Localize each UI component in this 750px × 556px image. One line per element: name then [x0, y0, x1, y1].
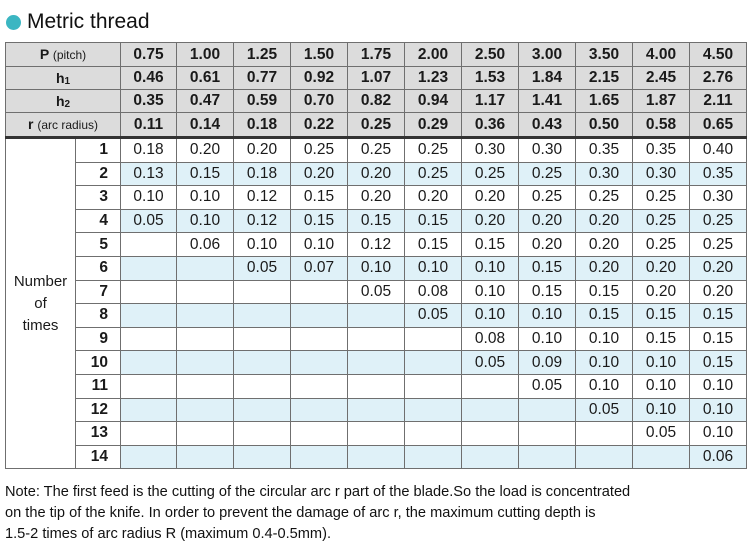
depth-cell [234, 398, 291, 422]
h1-cell: 1.07 [348, 67, 405, 90]
depth-cell: 0.10 [234, 233, 291, 257]
note-line: on the tip of the knife. In order to prevent the damage of arc r, the maximum cutting depth is [5, 505, 596, 521]
depth-cell [121, 445, 177, 469]
table-row [6, 445, 747, 469]
depth-cell: 0.10 [519, 327, 576, 351]
depth-cell: 0.35 [576, 138, 633, 163]
pass-number: 12 [76, 398, 121, 422]
depth-cell: 0.06 [177, 233, 234, 257]
pitch-cell: 2.50 [462, 43, 519, 67]
depth-cell: 0.20 [519, 209, 576, 233]
depth-cell: 0.25 [291, 138, 348, 163]
depth-cell: 0.10 [121, 186, 177, 210]
depth-cell [405, 445, 462, 469]
depth-cell: 0.06 [690, 445, 747, 469]
depth-cell [348, 445, 405, 469]
depth-cell: 0.10 [462, 280, 519, 304]
depth-cell: 0.20 [576, 209, 633, 233]
arc-radius-cell: 0.43 [519, 113, 576, 138]
depth-cell: 0.20 [462, 186, 519, 210]
depth-cell: 0.18 [121, 138, 177, 163]
depth-cell [291, 280, 348, 304]
depth-cell [576, 422, 633, 446]
depth-cell: 0.15 [348, 209, 405, 233]
pass-number: 4 [76, 209, 121, 233]
depth-cell: 0.18 [234, 162, 291, 186]
depth-cell [348, 327, 405, 351]
depth-cell: 0.08 [462, 327, 519, 351]
pass-number: 14 [76, 445, 121, 469]
depth-cell: 0.10 [633, 398, 690, 422]
thread-table [5, 42, 747, 469]
depth-cell [234, 351, 291, 375]
h2-cell: 0.70 [291, 90, 348, 113]
depth-cell [234, 445, 291, 469]
depth-cell: 0.20 [291, 162, 348, 186]
pitch-cell: 0.75 [121, 43, 177, 67]
depth-cell [519, 422, 576, 446]
depth-cell: 0.10 [405, 256, 462, 280]
table-row [6, 138, 747, 163]
pass-number: 6 [76, 256, 121, 280]
depth-cell [348, 374, 405, 398]
depth-cell [291, 374, 348, 398]
depth-cell: 0.20 [462, 209, 519, 233]
h2-cell: 2.11 [690, 90, 747, 113]
depth-cell: 0.09 [519, 351, 576, 375]
depth-cell: 0.20 [234, 138, 291, 163]
depth-cell: 0.25 [519, 162, 576, 186]
h2-cell: 0.47 [177, 90, 234, 113]
arc-radius-cell: 0.29 [405, 113, 462, 138]
depth-cell: 0.20 [633, 256, 690, 280]
depth-cell [121, 327, 177, 351]
page-title: Metric thread [27, 10, 150, 33]
h2-cell: 1.17 [462, 90, 519, 113]
depth-cell [234, 304, 291, 328]
depth-cell: 0.30 [519, 138, 576, 163]
table-row [6, 233, 747, 257]
depth-cell [234, 422, 291, 446]
arc-radius-cell: 0.25 [348, 113, 405, 138]
pass-number: 13 [76, 422, 121, 446]
depth-cell [462, 374, 519, 398]
h1-cell: 2.45 [633, 67, 690, 90]
depth-cell: 0.20 [519, 233, 576, 257]
depth-cell: 0.25 [633, 209, 690, 233]
h1-cell: 0.46 [121, 67, 177, 90]
h2-cell: 0.35 [121, 90, 177, 113]
depth-cell: 0.15 [405, 209, 462, 233]
depth-cell: 0.12 [234, 209, 291, 233]
depth-cell: 0.30 [462, 138, 519, 163]
pitch-cell: 1.00 [177, 43, 234, 67]
depth-cell: 0.30 [576, 162, 633, 186]
depth-cell: 0.10 [690, 398, 747, 422]
depth-cell [348, 422, 405, 446]
depth-cell: 0.10 [519, 304, 576, 328]
depth-cell: 0.05 [633, 422, 690, 446]
pitch-cell: 1.75 [348, 43, 405, 67]
depth-cell [121, 422, 177, 446]
depth-cell: 0.10 [291, 233, 348, 257]
depth-cell: 0.20 [576, 256, 633, 280]
depth-cell: 0.10 [690, 374, 747, 398]
pitch-cell: 4.50 [690, 43, 747, 67]
h1-cell: 1.53 [462, 67, 519, 90]
arc-radius-label: r (arc radius) [6, 113, 121, 138]
depth-cell [462, 445, 519, 469]
depth-cell: 0.15 [405, 233, 462, 257]
pitch-cell: 1.50 [291, 43, 348, 67]
pitch-cell: 1.25 [234, 43, 291, 67]
h1-cell: 1.84 [519, 67, 576, 90]
bullet-dot-icon [6, 15, 21, 30]
depth-cell: 0.25 [576, 186, 633, 210]
depth-cell [177, 398, 234, 422]
depth-cell: 0.35 [690, 162, 747, 186]
depth-cell [576, 445, 633, 469]
depth-cell: 0.15 [462, 233, 519, 257]
pass-number: 1 [76, 138, 121, 163]
depth-cell [121, 256, 177, 280]
table-row [6, 162, 747, 186]
arc-radius-cell: 0.14 [177, 113, 234, 138]
depth-cell: 0.25 [690, 209, 747, 233]
arc-radius-cell: 0.65 [690, 113, 747, 138]
depth-cell: 0.25 [462, 162, 519, 186]
depth-cell: 0.15 [633, 327, 690, 351]
depth-cell: 0.20 [690, 280, 747, 304]
depth-cell: 0.25 [633, 233, 690, 257]
arc-radius-cell: 0.50 [576, 113, 633, 138]
depth-cell [234, 280, 291, 304]
depth-cell: 0.35 [633, 138, 690, 163]
depth-cell: 0.12 [234, 186, 291, 210]
table-row [6, 280, 747, 304]
h2-cell: 1.87 [633, 90, 690, 113]
depth-cell [177, 256, 234, 280]
pitch-label: P (pitch) [6, 43, 121, 67]
depth-cell: 0.25 [405, 138, 462, 163]
thread-table-body [6, 43, 747, 469]
group-label-line: of [34, 294, 47, 312]
depth-cell [405, 351, 462, 375]
h1-cell: 0.77 [234, 67, 291, 90]
note-line: Note: The first feed is the cutting of the circular arc r part of the blade.So the load is concentrated [5, 484, 631, 500]
number-of-times-label [6, 138, 76, 469]
depth-cell: 0.05 [405, 304, 462, 328]
pitch-row [6, 43, 747, 67]
depth-cell: 0.10 [576, 327, 633, 351]
depth-cell: 0.15 [576, 304, 633, 328]
depth-cell: 0.10 [576, 351, 633, 375]
depth-cell: 0.20 [348, 162, 405, 186]
h2-cell: 0.94 [405, 90, 462, 113]
depth-cell: 0.05 [348, 280, 405, 304]
h1-cell: 0.92 [291, 67, 348, 90]
depth-cell [177, 351, 234, 375]
depth-cell [291, 327, 348, 351]
depth-cell: 0.20 [633, 280, 690, 304]
pass-number: 3 [76, 186, 121, 210]
depth-cell: 0.20 [690, 256, 747, 280]
depth-cell: 0.20 [177, 138, 234, 163]
depth-cell: 0.15 [690, 327, 747, 351]
h2-row [6, 90, 747, 113]
h1-label: $h_1$ [6, 67, 121, 90]
pitch-cell: 2.00 [405, 43, 462, 67]
depth-cell [121, 304, 177, 328]
table-row [6, 304, 747, 328]
depth-cell: 0.15 [177, 162, 234, 186]
depth-cell: 0.15 [519, 256, 576, 280]
depth-cell [234, 374, 291, 398]
table-row [6, 186, 747, 210]
depth-cell [177, 280, 234, 304]
depth-cell: 0.30 [690, 186, 747, 210]
depth-cell [121, 233, 177, 257]
depth-cell [348, 304, 405, 328]
depth-cell [462, 398, 519, 422]
depth-cell: 0.10 [462, 304, 519, 328]
h1-row [6, 67, 747, 90]
depth-cell [121, 374, 177, 398]
depth-cell [462, 422, 519, 446]
depth-cell [177, 304, 234, 328]
depth-cell [405, 422, 462, 446]
table-row [6, 209, 747, 233]
depth-cell [519, 398, 576, 422]
depth-cell: 0.10 [177, 209, 234, 233]
depth-cell [291, 304, 348, 328]
table-row [6, 422, 747, 446]
depth-cell: 0.15 [291, 209, 348, 233]
depth-cell: 0.15 [291, 186, 348, 210]
arc-radius-cell: 0.18 [234, 113, 291, 138]
depth-cell: 0.08 [405, 280, 462, 304]
table-row [6, 398, 747, 422]
depth-cell: 0.25 [633, 186, 690, 210]
pass-number: 2 [76, 162, 121, 186]
depth-cell [121, 351, 177, 375]
depth-cell: 0.25 [690, 233, 747, 257]
h2-cell: 0.82 [348, 90, 405, 113]
depth-cell [291, 398, 348, 422]
pitch-cell: 3.00 [519, 43, 576, 67]
depth-cell [291, 445, 348, 469]
depth-cell: 0.15 [519, 280, 576, 304]
depth-cell: 0.25 [348, 138, 405, 163]
depth-cell: 0.20 [576, 233, 633, 257]
table-row [6, 256, 747, 280]
group-label-line: Number [13, 272, 68, 290]
depth-cell [405, 398, 462, 422]
depth-cell [633, 445, 690, 469]
depth-cell: 0.25 [405, 162, 462, 186]
table-row [6, 351, 747, 375]
depth-cell: 0.20 [348, 186, 405, 210]
depth-cell [348, 398, 405, 422]
depth-cell: 0.05 [121, 209, 177, 233]
arc-radius-cell: 0.36 [462, 113, 519, 138]
h1-cell: 2.76 [690, 67, 747, 90]
h2-cell: 0.59 [234, 90, 291, 113]
depth-cell: 0.07 [291, 256, 348, 280]
depth-cell: 0.05 [519, 374, 576, 398]
depth-cell: 0.10 [633, 374, 690, 398]
depth-cell: 0.10 [576, 374, 633, 398]
note-text [5, 482, 745, 545]
depth-cell [291, 351, 348, 375]
depth-cell: 0.10 [690, 422, 747, 446]
depth-cell [405, 374, 462, 398]
depth-cell: 0.20 [405, 186, 462, 210]
arc-radius-row [6, 113, 747, 138]
arc-radius-cell: 0.22 [291, 113, 348, 138]
depth-cell: 0.15 [633, 304, 690, 328]
depth-cell [291, 422, 348, 446]
pitch-cell: 4.00 [633, 43, 690, 67]
depth-cell: 0.12 [348, 233, 405, 257]
depth-cell [405, 327, 462, 351]
depth-cell [177, 422, 234, 446]
table-row [6, 327, 747, 351]
depth-cell: 0.10 [348, 256, 405, 280]
table-row [6, 374, 747, 398]
depth-cell [121, 280, 177, 304]
depth-cell: 0.10 [633, 351, 690, 375]
depth-cell [519, 445, 576, 469]
depth-cell: 0.25 [519, 186, 576, 210]
pitch-cell: 3.50 [576, 43, 633, 67]
depth-cell [348, 351, 405, 375]
pass-number: 7 [76, 280, 121, 304]
h2-label: $h_2$ [6, 90, 121, 113]
depth-cell: 0.05 [234, 256, 291, 280]
h2-cell: 1.65 [576, 90, 633, 113]
h1-cell: 0.61 [177, 67, 234, 90]
depth-cell: 0.10 [177, 186, 234, 210]
depth-cell: 0.13 [121, 162, 177, 186]
pass-number: 5 [76, 233, 121, 257]
depth-cell [177, 374, 234, 398]
depth-cell [121, 398, 177, 422]
depth-cell [177, 445, 234, 469]
pass-number: 8 [76, 304, 121, 328]
arc-radius-cell: 0.11 [121, 113, 177, 138]
depth-cell: 0.15 [576, 280, 633, 304]
h1-cell: 2.15 [576, 67, 633, 90]
group-label-line: times [22, 316, 59, 334]
title-row [6, 8, 150, 36]
pass-number: 11 [76, 374, 121, 398]
depth-cell: 0.15 [690, 351, 747, 375]
depth-cell: 0.15 [690, 304, 747, 328]
arc-radius-cell: 0.58 [633, 113, 690, 138]
pass-number: 9 [76, 327, 121, 351]
depth-cell: 0.40 [690, 138, 747, 163]
depth-cell [177, 327, 234, 351]
depth-cell: 0.30 [633, 162, 690, 186]
note-line: 1.5-2 times of arc radius R (maximum 0.4-0.5mm). [5, 526, 332, 542]
depth-cell [234, 327, 291, 351]
h2-cell: 1.41 [519, 90, 576, 113]
h1-cell: 1.23 [405, 67, 462, 90]
depth-cell: 0.10 [462, 256, 519, 280]
depth-cell: 0.05 [462, 351, 519, 375]
pass-number: 10 [76, 351, 121, 375]
depth-cell: 0.05 [576, 398, 633, 422]
